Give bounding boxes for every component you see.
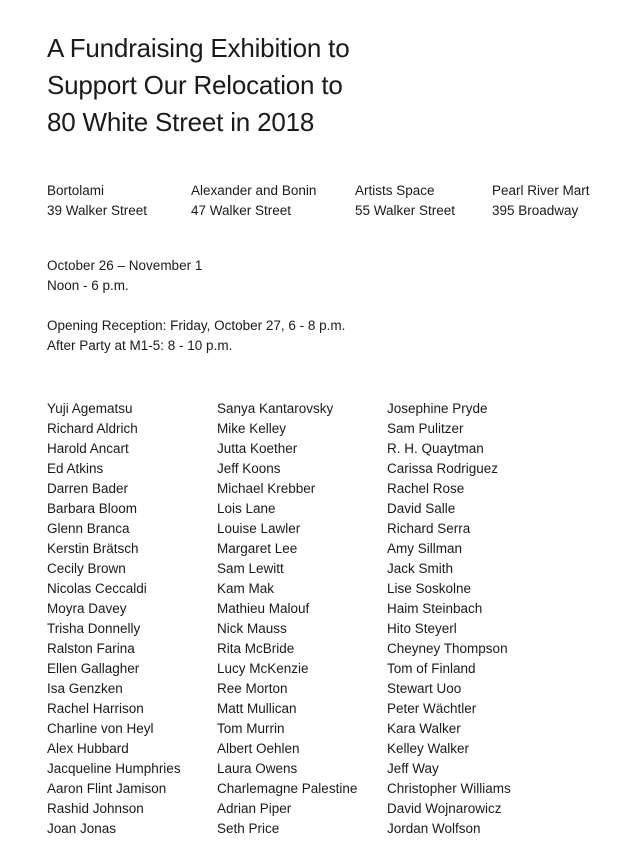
artist-name: Alex Hubbard	[47, 741, 129, 756]
venue-address: 47 Walker Street	[191, 203, 292, 218]
artist-name: Adrian Piper	[217, 801, 292, 816]
venue-artists-space	[355, 181, 455, 221]
artist-name: Lois Lane	[217, 501, 276, 516]
artist-name: Josephine Pryde	[387, 401, 488, 416]
reception-info	[47, 316, 345, 356]
artist-name: Yuji Agematsu	[47, 401, 133, 416]
artist-name: Charline von Heyl	[47, 721, 154, 736]
artist-name: Kam Mak	[217, 581, 275, 596]
title-line: A Fundraising Exhibition to	[47, 33, 350, 63]
artist-name: Lise Soskolne	[387, 581, 472, 596]
artist-name: Louise Lawler	[217, 521, 301, 536]
artist-name: Ed Atkins	[47, 461, 104, 476]
after-party: After Party at M1-5: 8 - 10 p.m.	[47, 338, 233, 353]
artist-name: Rachel Harrison	[47, 701, 144, 716]
artist-name: Seth Price	[217, 821, 280, 836]
artist-name: Laura Owens	[217, 761, 298, 776]
artist-name: Peter Wächtler	[387, 701, 477, 716]
artist-name: R. H. Quaytman	[387, 441, 484, 456]
artist-name: Jeff Way	[387, 761, 439, 776]
artist-column-2	[217, 399, 357, 839]
date-range: October 26 – November 1	[47, 258, 203, 273]
artist-name: Darren Bader	[47, 481, 129, 496]
artist-name: Moyra Davey	[47, 601, 127, 616]
opening-hours: Noon - 6 p.m.	[47, 278, 129, 293]
venue-name: Pearl River Mart	[492, 183, 590, 198]
artist-name: Carissa Rodriguez	[387, 461, 499, 476]
artist-name: Lucy McKenzie	[217, 661, 309, 676]
artist-name: Cheyney Thompson	[387, 641, 508, 656]
artist-name: Trisha Donnelly	[47, 621, 141, 636]
artist-name: Nicolas Ceccaldi	[47, 581, 147, 596]
artist-name: Sanya Kantarovsky	[217, 401, 334, 416]
artist-name: Hito Steyerl	[387, 621, 457, 636]
artist-name: Mike Kelley	[217, 421, 287, 436]
artist-name: Isa Genzken	[47, 681, 123, 696]
artist-column-1	[47, 399, 181, 839]
venue-alexander-and-bonin	[191, 181, 316, 221]
venue-name: Bortolami	[47, 183, 105, 198]
artist-name: Nick Mauss	[217, 621, 287, 636]
artist-name: Ralston Farina	[47, 641, 135, 656]
artist-name: Ree Morton	[217, 681, 288, 696]
artist-name: Cecily Brown	[47, 561, 126, 576]
artist-name: Aaron Flint Jamison	[47, 781, 167, 796]
artist-name: Albert Oehlen	[217, 741, 300, 756]
artist-name: Tom of Finland	[387, 661, 476, 676]
artist-name: Kara Walker	[387, 721, 461, 736]
artist-name: Rashid Johnson	[47, 801, 144, 816]
artist-name: Jeff Koons	[217, 461, 281, 476]
title-line: Support Our Relocation to	[47, 70, 343, 100]
artist-name: Tom Murrin	[217, 721, 285, 736]
artist-name: Haim Steinbach	[387, 601, 483, 616]
artist-name: Sam Pulitzer	[387, 421, 464, 436]
venue-name: Artists Space	[355, 183, 435, 198]
artist-name: David Salle	[387, 501, 456, 516]
venue-pearl-river-mart	[492, 181, 590, 221]
title-line: 80 White Street in 2018	[47, 107, 315, 137]
artist-name: Mathieu Malouf	[217, 601, 310, 616]
artist-name: Barbara Bloom	[47, 501, 138, 516]
artist-name: Charlemagne Palestine	[217, 781, 358, 796]
artist-name: Matt Mullican	[217, 701, 297, 716]
artist-name: Margaret Lee	[217, 541, 298, 556]
opening-reception: Opening Reception: Friday, October 27, 6 - 8 p.m.	[47, 318, 346, 333]
artist-name: Richard Aldrich	[47, 421, 138, 436]
artist-name: Kelley Walker	[387, 741, 470, 756]
artist-name: Kerstin Brätsch	[47, 541, 139, 556]
venue-bortolami	[47, 181, 147, 221]
artist-name: Glenn Branca	[47, 521, 130, 536]
artist-name: Jacqueline Humphries	[47, 761, 181, 776]
artist-name: Michael Krebber	[217, 481, 316, 496]
page-title	[47, 30, 607, 141]
artist-name: Amy Sillman	[387, 541, 463, 556]
artist-name: Harold Ancart	[47, 441, 129, 456]
artist-name: Ellen Gallagher	[47, 661, 140, 676]
venue-address: 395 Broadway	[492, 203, 579, 218]
artist-name: Jack Smith	[387, 561, 454, 576]
artist-name: Jutta Koether	[217, 441, 298, 456]
artist-name: Stewart Uoo	[387, 681, 462, 696]
venue-address: 39 Walker Street	[47, 203, 148, 218]
artist-name: Jordan Wolfson	[387, 821, 481, 836]
artist-name: Joan Jonas	[47, 821, 117, 836]
artist-name: Rachel Rose	[387, 481, 465, 496]
artist-name: Rita McBride	[217, 641, 295, 656]
artist-column-3	[387, 399, 511, 839]
venue-address: 55 Walker Street	[355, 203, 456, 218]
artist-name: Christopher Williams	[387, 781, 511, 796]
exhibition-dates	[47, 256, 202, 296]
artist-name: David Wojnarowicz	[387, 801, 502, 816]
venue-name: Alexander and Bonin	[191, 183, 317, 198]
artist-name: Sam Lewitt	[217, 561, 284, 576]
artist-name: Richard Serra	[387, 521, 471, 536]
